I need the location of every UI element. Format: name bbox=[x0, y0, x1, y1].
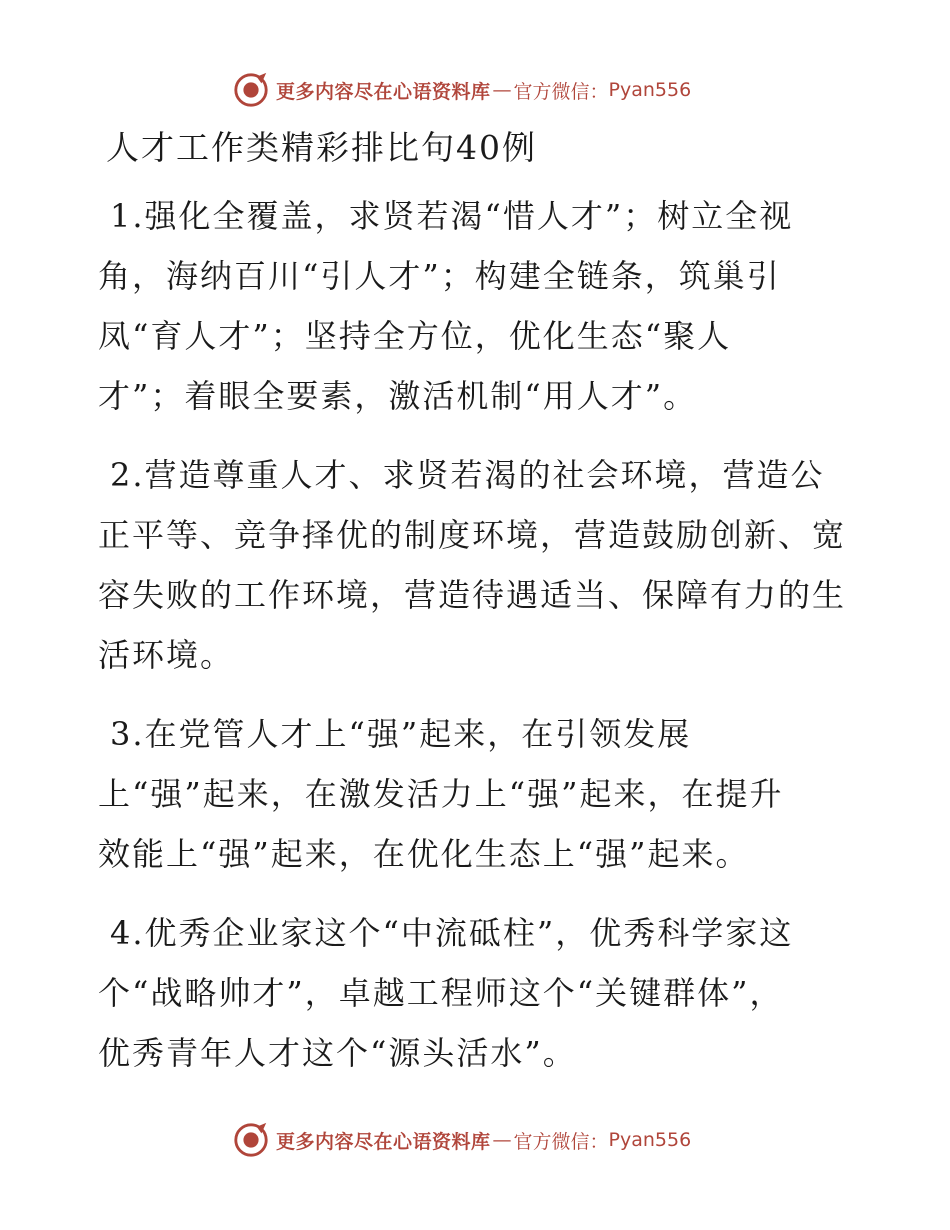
paragraph-line: 4.优秀企业家这个“中流砥柱”，优秀科学家这 bbox=[110, 914, 794, 952]
paragraph-line: 3.在党管人才上“强”起来，在引领发展 bbox=[110, 715, 692, 753]
paragraph-line: 容失败的工作环境，营造待遇适当、保障有力的生 bbox=[98, 576, 847, 614]
paragraph-line: 上“强”起来，在激发活力上“强”起来，在提升 bbox=[98, 775, 784, 813]
paragraph-line: 凤“育人才”；坚持全方位，优化生态“聚人 bbox=[98, 317, 732, 355]
paragraph-line: 个“战略帅才”，卓越工程师这个“关键群体”， bbox=[98, 974, 784, 1012]
paragraph-line: 2.营造尊重人才、求贤若渴的社会环境，营造公 bbox=[110, 456, 825, 494]
document-title: 人才工作类精彩排比句40例 bbox=[106, 128, 537, 167]
paragraph-line: 效能上“强”起来，在优化生态上“强”起来。 bbox=[98, 835, 750, 873]
watermark-wechat-label: 官方微信： bbox=[513, 80, 609, 103]
paragraph bbox=[98, 704, 858, 884]
paragraph bbox=[98, 445, 858, 685]
paragraph bbox=[98, 903, 858, 1083]
watermark-wechat-id: Pyan556 bbox=[608, 79, 692, 101]
paragraph-line: 1.强化全覆盖，求贤若渴“惜人才”；树立全视 bbox=[110, 197, 794, 235]
watermark-site-name: 更多内容尽在心语资料库 bbox=[276, 1130, 491, 1153]
paragraph-line: 才”；着眼全要素，激活机制“用人才”。 bbox=[98, 377, 698, 415]
footer-watermark bbox=[232, 1120, 691, 1160]
paragraph-line: 优秀青年人才这个“源头活水”。 bbox=[98, 1034, 577, 1072]
paragraph-line: 活环境。 bbox=[98, 636, 235, 674]
document-body bbox=[98, 186, 858, 1102]
paragraph-line: 角，海纳百川“引人才”；构建全链条，筑巢引 bbox=[98, 257, 781, 295]
watermark-wechat-label: 官方微信： bbox=[513, 1130, 609, 1153]
paragraph-line: 正平等、竞争择优的制度环境，营造鼓励创新、宽 bbox=[98, 516, 847, 554]
watermark-wechat-id: Pyan556 bbox=[608, 1129, 692, 1151]
watermark-dash: — bbox=[492, 79, 512, 101]
watermark-site-name: 更多内容尽在心语资料库 bbox=[276, 80, 491, 103]
watermark-dash: — bbox=[492, 1129, 512, 1151]
paragraph bbox=[98, 186, 858, 426]
brand-logo-icon bbox=[232, 71, 270, 109]
brand-logo-icon bbox=[232, 1121, 270, 1159]
header-watermark bbox=[232, 70, 691, 110]
